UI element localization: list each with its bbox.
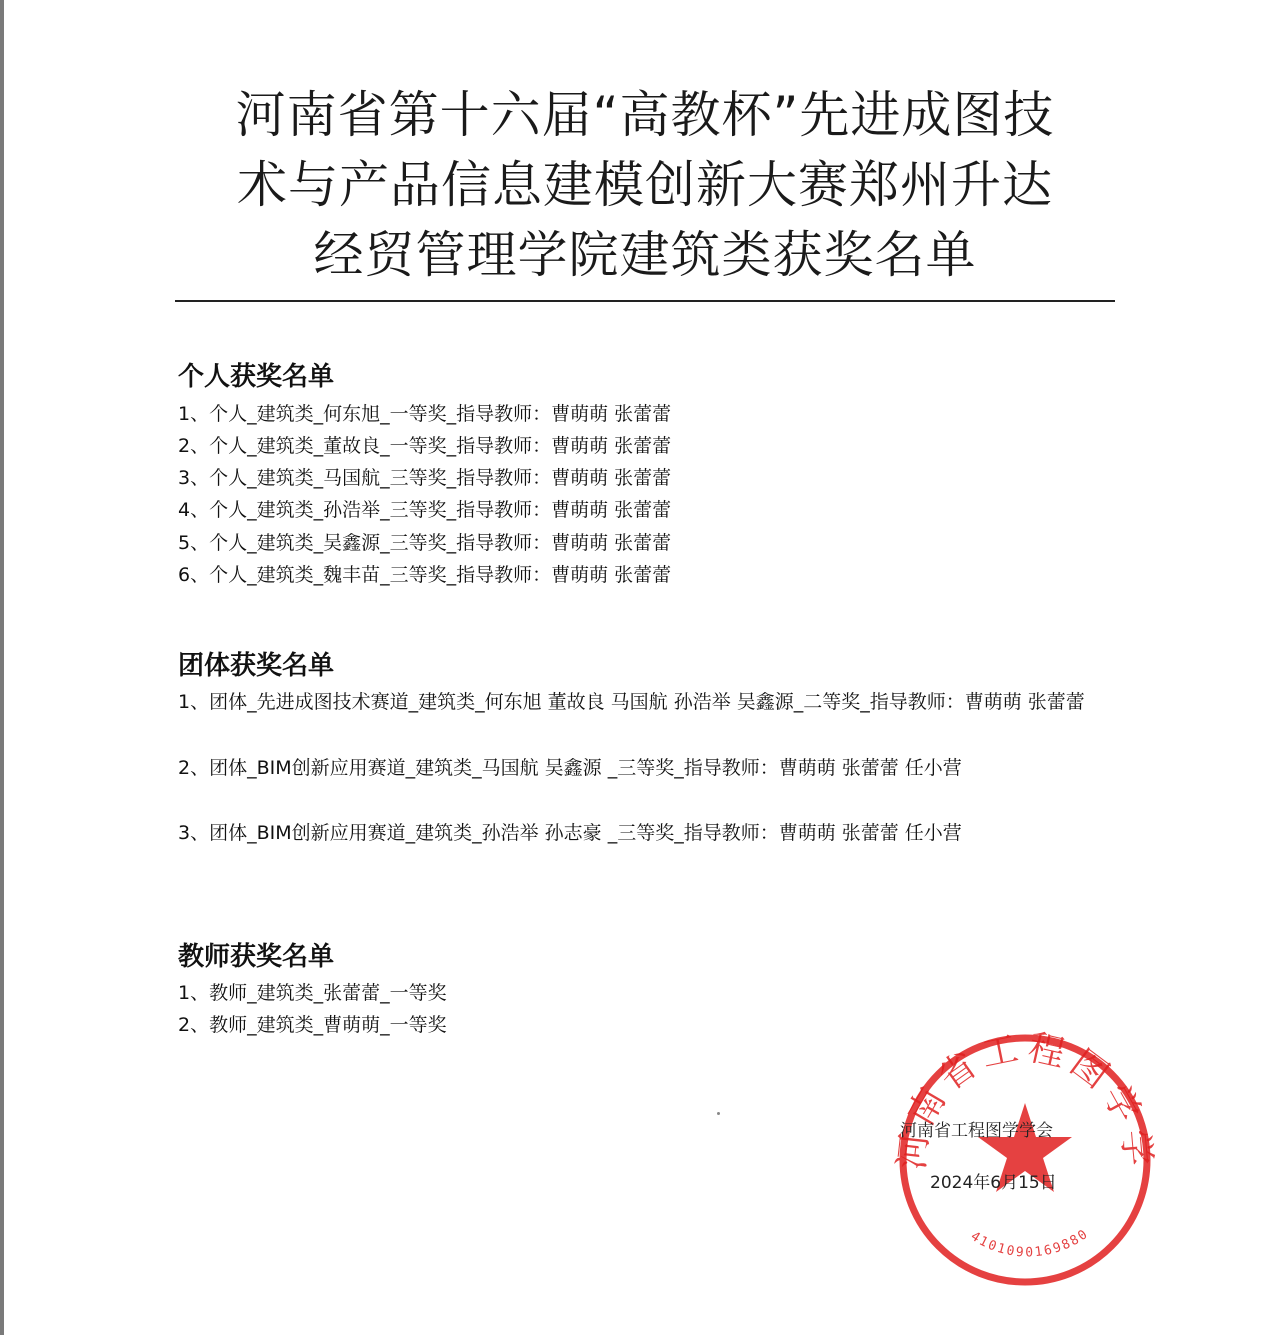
individual-award-item: 5、个人_建筑类_吴鑫源_三等奖_指导教师：曹萌萌 张蕾蕾 — [178, 532, 672, 554]
issuer-name: 河南省工程图学学会 — [900, 1121, 1053, 1141]
individual-award-item: 6、个人_建筑类_魏丰苗_三等奖_指导教师：曹萌萌 张蕾蕾 — [178, 564, 672, 586]
teacher-award-item: 2、教师_建筑类_曹萌萌_一等奖 — [178, 1014, 447, 1036]
title-divider — [175, 300, 1115, 302]
seal-number: 4101090169880 — [967, 1226, 1092, 1261]
team-award-item: 3、团体_BIM创新应用赛道_建筑类_孙浩举 孙志豪 _三等奖_指导教师：曹萌萌 张蕾蕾 任小营 — [178, 822, 962, 844]
svg-text:4101090169880 — [968, 1226, 1092, 1260]
page-edge — [0, 0, 4, 1335]
document-title — [170, 80, 1120, 290]
speck — [717, 1112, 720, 1115]
individual-award-item: 3、个人_建筑类_马国航_三等奖_指导教师：曹萌萌 张蕾蕾 — [178, 467, 672, 489]
teacher-awards-heading: 教师获奖名单 — [178, 942, 335, 972]
issue-date: 2024年6月15日 — [930, 1173, 1057, 1193]
title-line-1: 河南省第十六届“高教杯”先进成图技 — [235, 86, 1055, 144]
teacher-award-item: 1、教师_建筑类_张蕾蕾_一等奖 — [178, 982, 447, 1004]
title-line-3: 经贸管理学院建筑类获奖名单 — [313, 226, 977, 284]
seal-icon — [890, 1025, 1160, 1295]
team-award-item: 2、团体_BIM创新应用赛道_建筑类_马国航 吴鑫源 _三等奖_指导教师：曹萌萌 张蕾蕾 任小营 — [178, 757, 962, 779]
individual-award-item: 1、个人_建筑类_何东旭_一等奖_指导教师：曹萌萌 张蕾蕾 — [178, 403, 672, 425]
team-awards-heading: 团体获奖名单 — [178, 651, 335, 681]
individual-award-item: 2、个人_建筑类_董故良_一等奖_指导教师：曹萌萌 张蕾蕾 — [178, 435, 672, 457]
title-line-2: 术与产品信息建模创新大赛郑州升达 — [237, 156, 1053, 214]
official-seal — [890, 1025, 1160, 1295]
seal-text: 河南省工程图学学 — [891, 1027, 1159, 1174]
individual-awards-heading: 个人获奖名单 — [178, 362, 335, 392]
individual-award-item: 4、个人_建筑类_孙浩举_三等奖_指导教师：曹萌萌 张蕾蕾 — [178, 499, 672, 521]
team-award-item: 1、团体_先进成图技术赛道_建筑类_何东旭 董故良 马国航 孙浩举 吴鑫源_二等奖_指导教师：曹萌萌 张蕾蕾 — [178, 691, 1085, 713]
